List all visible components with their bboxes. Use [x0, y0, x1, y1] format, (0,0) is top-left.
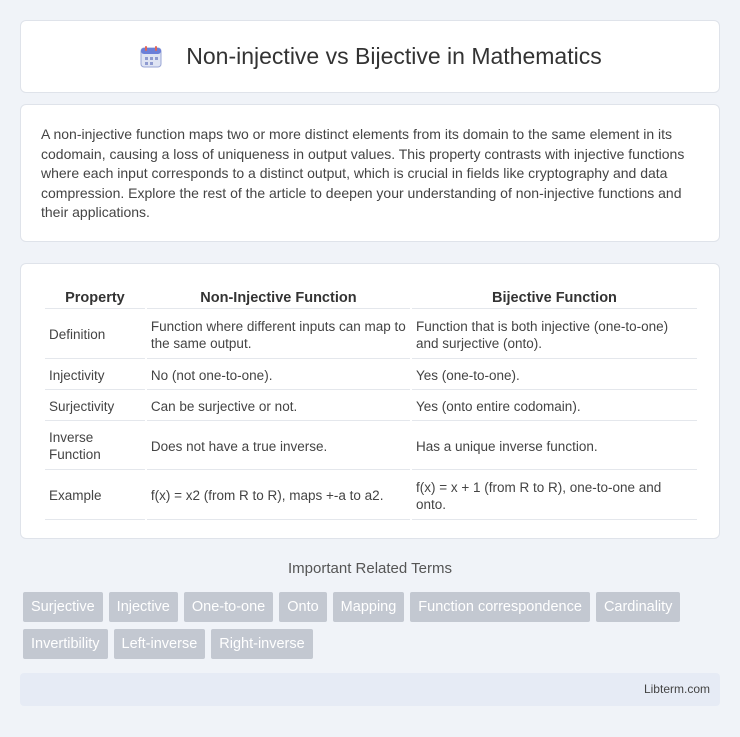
term-tag-mapping[interactable]: Mapping [333, 592, 405, 622]
row-label: Example [45, 472, 145, 520]
bijective-cell: Function that is both injective (one-to-one) and surjective (onto). [412, 311, 697, 359]
non-injective-cell: f(x) = x2 (from R to R), maps +-a to a2. [147, 472, 410, 520]
row-label: Definition [45, 311, 145, 359]
header-property: Property [45, 286, 145, 309]
non-injective-cell: Does not have a true inverse. [147, 423, 410, 470]
non-injective-cell: Can be surjective or not. [147, 392, 410, 421]
intro-card [20, 104, 720, 242]
calendar-icon [138, 44, 164, 70]
term-tag-one-to-one[interactable]: One-to-one [184, 592, 273, 622]
bijective-cell: f(x) = x + 1 (from R to R), one-to-one and onto. [412, 472, 697, 520]
term-tag-function-correspondence[interactable]: Function correspondence [410, 592, 590, 622]
footer-site-link[interactable]: Libterm.com [643, 682, 710, 696]
table-header-row [45, 286, 697, 309]
table-row [45, 311, 697, 359]
term-tag-surjective[interactable]: Surjective [23, 592, 103, 622]
term-tag-injective[interactable]: Injective [109, 592, 178, 622]
non-injective-cell: Function where different inputs can map to the same output. [147, 311, 410, 359]
bijective-cell: Yes (one-to-one). [412, 361, 697, 390]
table-row [45, 392, 697, 421]
table-row [45, 423, 697, 470]
intro-text: A non-injective function maps two or more distinct elements from its domain to the same element in its codomain, causing a loss of uniqueness in output values. This property contrasts with injective functions where each input corresponds to a distinct output, which is crucial in fields like cryptography and data compression. Explore the rest of the article to deepen your understanding of non-injective functions and their applications. [41, 126, 685, 220]
term-tag-right-inverse[interactable]: Right-inverse [211, 629, 312, 659]
related-terms-title: Important Related Terms [288, 560, 452, 577]
header-bijective: Bijective Function [412, 286, 697, 309]
table-row [45, 361, 697, 390]
bijective-cell: Yes (onto entire codomain). [412, 392, 697, 421]
term-tag-cardinality[interactable]: Cardinality [596, 592, 681, 622]
header-card [20, 20, 720, 93]
term-tag-invertibility[interactable]: Invertibility [23, 629, 108, 659]
non-injective-cell: No (not one-to-one). [147, 361, 410, 390]
table-row [45, 472, 697, 520]
row-label: Surjectivity [45, 392, 145, 421]
header-non-injective: Non-Injective Function [147, 286, 410, 309]
row-label: Injectivity [45, 361, 145, 390]
related-terms-list [23, 592, 723, 659]
bijective-cell: Has a unique inverse function. [412, 423, 697, 470]
footer [20, 673, 720, 706]
comparison-table-card [20, 263, 720, 539]
comparison-table [43, 284, 699, 522]
term-tag-onto[interactable]: Onto [279, 592, 326, 622]
row-label: Inverse Function [45, 423, 145, 470]
term-tag-left-inverse[interactable]: Left-inverse [114, 629, 206, 659]
page-title: Non-injective vs Bijective in Mathematics [186, 43, 602, 69]
